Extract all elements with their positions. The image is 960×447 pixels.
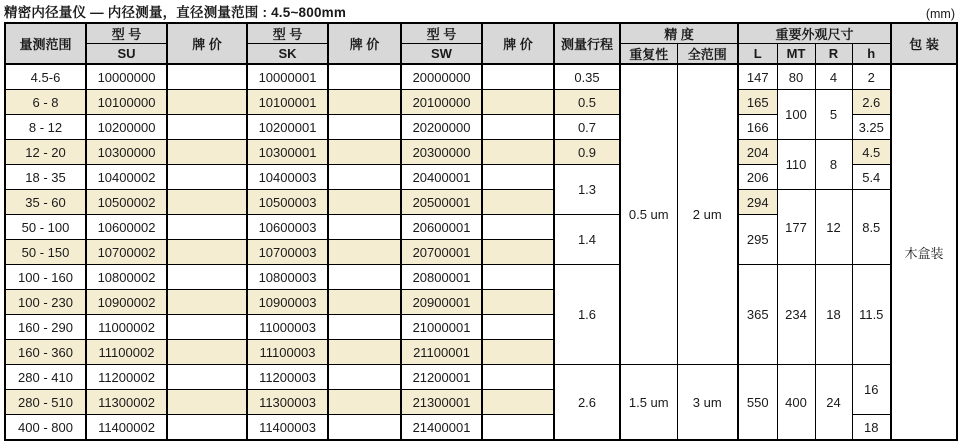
cell-dim-h: 8.5 (852, 190, 891, 265)
cell-dim-r: 4 (815, 64, 852, 90)
cell-price-sw (482, 115, 554, 140)
cell-price-sw (482, 64, 554, 90)
cell-range: 160 - 290 (5, 315, 86, 340)
cell-price-sk (328, 390, 401, 415)
cell-price-su (167, 64, 247, 90)
cell-model-su: 11100002 (86, 340, 167, 365)
cell-model-sk: 10000001 (247, 64, 328, 90)
cell-travel: 0.9 (554, 140, 620, 165)
cell-dim-h: 3.25 (852, 115, 891, 140)
cell-dim-mt: 100 (777, 90, 815, 140)
cell-travel: 1.3 (554, 165, 620, 215)
cell-price-su (167, 190, 247, 215)
cell-price-sw (482, 290, 554, 315)
cell-dim-h: 11.5 (852, 265, 891, 365)
cell-price-sk (328, 165, 401, 190)
unit-note: (mm) (925, 7, 955, 21)
cell-model-sk: 10400003 (247, 165, 328, 190)
cell-range: 4.5-6 (5, 64, 86, 90)
cell-range: 100 - 230 (5, 290, 86, 315)
cell-dim-r: 8 (815, 140, 852, 190)
cell-model-su: 11300002 (86, 390, 167, 415)
cell-dim-mt: 177 (777, 190, 815, 265)
cell-full-range: 3 um (677, 365, 738, 441)
cell-travel: 0.35 (554, 64, 620, 90)
cell-range: 160 - 360 (5, 340, 86, 365)
cell-travel: 0.7 (554, 115, 620, 140)
cell-model-su: 10400002 (86, 165, 167, 190)
header-model-su: 型 号 (86, 23, 167, 44)
header-dim-mt: MT (777, 44, 815, 65)
cell-dim-r: 12 (815, 190, 852, 265)
header-dim-h: h (852, 44, 891, 65)
cell-dim-l: 204 (738, 140, 777, 165)
cell-price-sw (482, 165, 554, 190)
cell-dim-l: 294 (738, 190, 777, 215)
header-range: 量测范围 (5, 23, 86, 64)
cell-model-sw: 20700001 (401, 240, 482, 265)
page-header (4, 2, 956, 21)
cell-price-sk (328, 115, 401, 140)
cell-model-sk: 10100001 (247, 90, 328, 115)
cell-travel: 1.6 (554, 265, 620, 365)
cell-price-su (167, 365, 247, 390)
cell-price-sk (328, 365, 401, 390)
cell-price-sk (328, 340, 401, 365)
table-row (5, 190, 957, 215)
cell-model-sk: 11200003 (247, 365, 328, 390)
cell-price-su (167, 90, 247, 115)
cell-price-sk (328, 64, 401, 90)
cell-model-su: 10200000 (86, 115, 167, 140)
header-sw: SW (401, 44, 482, 65)
cell-price-sw (482, 415, 554, 441)
cell-price-su (167, 390, 247, 415)
cell-model-sw: 21400001 (401, 415, 482, 441)
cell-range: 18 - 35 (5, 165, 86, 190)
cell-model-sw: 21300001 (401, 390, 482, 415)
cell-travel: 2.6 (554, 365, 620, 441)
cell-full-range: 2 um (677, 64, 738, 365)
header-model-sw: 型 号 (401, 23, 482, 44)
cell-price-sw (482, 190, 554, 215)
cell-model-sw: 21100001 (401, 340, 482, 365)
cell-price-su (167, 290, 247, 315)
cell-model-su: 10300000 (86, 140, 167, 165)
cell-dim-r: 5 (815, 90, 852, 140)
header-price-su: 牌 价 (167, 23, 247, 64)
cell-model-su: 10900002 (86, 290, 167, 315)
header-full-range: 全范围 (677, 44, 738, 65)
header-price-sk: 牌 价 (328, 23, 401, 64)
header-accuracy: 精 度 (620, 23, 738, 44)
cell-dim-l: 147 (738, 64, 777, 90)
cell-dim-l: 365 (738, 265, 777, 365)
cell-model-su: 10700002 (86, 240, 167, 265)
cell-model-su: 10100000 (86, 90, 167, 115)
table-row (5, 365, 957, 390)
cell-dim-l: 206 (738, 165, 777, 190)
cell-price-sk (328, 290, 401, 315)
cell-range: 280 - 410 (5, 365, 86, 390)
cell-model-sk: 10300001 (247, 140, 328, 165)
cell-price-sk (328, 90, 401, 115)
cell-model-sw: 20200000 (401, 115, 482, 140)
cell-model-sk: 10700003 (247, 240, 328, 265)
cell-model-sw: 20400001 (401, 165, 482, 190)
cell-dim-l: 295 (738, 215, 777, 265)
cell-price-sw (482, 390, 554, 415)
cell-price-sw (482, 365, 554, 390)
cell-dim-r: 24 (815, 365, 852, 441)
header-su: SU (86, 44, 167, 65)
cell-price-su (167, 165, 247, 190)
cell-dim-l: 166 (738, 115, 777, 140)
cell-range: 50 - 150 (5, 240, 86, 265)
cell-model-sk: 11000003 (247, 315, 328, 340)
cell-price-sk (328, 240, 401, 265)
cell-model-sw: 20000000 (401, 64, 482, 90)
cell-price-su (167, 240, 247, 265)
cell-price-sk (328, 215, 401, 240)
cell-dim-h: 18 (852, 415, 891, 441)
cell-dim-l: 550 (738, 365, 777, 441)
header-sk: SK (247, 44, 328, 65)
cell-model-sk: 11100003 (247, 340, 328, 365)
cell-model-sw: 21000001 (401, 315, 482, 340)
cell-packaging: 木盒装 (891, 64, 957, 440)
cell-dim-h: 2.6 (852, 90, 891, 115)
table-row (5, 140, 957, 165)
cell-dim-mt: 80 (777, 64, 815, 90)
spec-table (4, 22, 958, 441)
cell-model-sw: 21200001 (401, 365, 482, 390)
cell-range: 8 - 12 (5, 115, 86, 140)
header-price-sw: 牌 价 (482, 23, 554, 64)
cell-model-su: 10500002 (86, 190, 167, 215)
cell-model-sk: 10600003 (247, 215, 328, 240)
cell-price-sw (482, 215, 554, 240)
header-model-sk: 型 号 (247, 23, 328, 44)
cell-range: 35 - 60 (5, 190, 86, 215)
cell-model-sw: 20900001 (401, 290, 482, 315)
cell-dim-r: 18 (815, 265, 852, 365)
cell-price-su (167, 115, 247, 140)
cell-price-sw (482, 315, 554, 340)
cell-price-sw (482, 140, 554, 165)
cell-model-su: 11200002 (86, 365, 167, 390)
cell-price-su (167, 315, 247, 340)
table-head (5, 23, 957, 64)
cell-range: 6 - 8 (5, 90, 86, 115)
cell-price-su (167, 140, 247, 165)
cell-travel: 1.4 (554, 215, 620, 265)
cell-model-sk: 10500003 (247, 190, 328, 215)
cell-price-su (167, 215, 247, 240)
cell-model-sw: 20100000 (401, 90, 482, 115)
cell-repeatability: 0.5 um (620, 64, 677, 365)
cell-model-sw: 20500001 (401, 190, 482, 215)
header-dimensions: 重要外观尺寸 (738, 23, 891, 44)
header-packaging: 包 装 (891, 23, 957, 64)
cell-dim-h: 2 (852, 64, 891, 90)
cell-model-sk: 11400003 (247, 415, 328, 441)
cell-price-su (167, 265, 247, 290)
cell-price-sk (328, 415, 401, 441)
cell-range: 280 - 510 (5, 390, 86, 415)
cell-model-su: 10000000 (86, 64, 167, 90)
header-dim-r: R (815, 44, 852, 65)
cell-range: 400 - 800 (5, 415, 86, 441)
cell-price-sk (328, 140, 401, 165)
cell-range: 50 - 100 (5, 215, 86, 240)
cell-repeatability: 1.5 um (620, 365, 677, 441)
cell-price-sw (482, 265, 554, 290)
cell-price-sk (328, 315, 401, 340)
table-row (5, 90, 957, 115)
cell-model-su: 10800002 (86, 265, 167, 290)
cell-model-sk: 10200001 (247, 115, 328, 140)
table-row (5, 64, 957, 90)
cell-price-su (167, 415, 247, 441)
cell-price-sw (482, 90, 554, 115)
header-repeatability: 重复性 (620, 44, 677, 65)
cell-model-sw: 20800001 (401, 265, 482, 290)
page-title: 精密内径量仪 — 内径测量，直径测量范围 : 4.5~800mm (4, 5, 347, 20)
cell-model-sk: 10900003 (247, 290, 328, 315)
cell-travel: 0.5 (554, 90, 620, 115)
cell-price-sk (328, 190, 401, 215)
table-body (5, 64, 957, 440)
cell-model-sk: 11300003 (247, 390, 328, 415)
cell-model-sw: 20300000 (401, 140, 482, 165)
header-travel: 测量行程 (554, 23, 620, 64)
cell-dim-h: 4.5 (852, 140, 891, 165)
cell-model-su: 10600002 (86, 215, 167, 240)
cell-dim-h: 5.4 (852, 165, 891, 190)
cell-model-su: 11400002 (86, 415, 167, 441)
cell-dim-mt: 234 (777, 265, 815, 365)
cell-price-sw (482, 340, 554, 365)
cell-model-su: 11000002 (86, 315, 167, 340)
cell-price-sk (328, 265, 401, 290)
cell-model-sw: 20600001 (401, 215, 482, 240)
cell-model-sk: 10800003 (247, 265, 328, 290)
cell-range: 100 - 160 (5, 265, 86, 290)
header-dim-l: L (738, 44, 777, 65)
cell-dim-mt: 110 (777, 140, 815, 190)
table-row (5, 265, 957, 290)
cell-dim-h: 16 (852, 365, 891, 415)
cell-dim-l: 165 (738, 90, 777, 115)
cell-price-su (167, 340, 247, 365)
cell-range: 12 - 20 (5, 140, 86, 165)
cell-dim-mt: 400 (777, 365, 815, 441)
cell-price-sw (482, 240, 554, 265)
